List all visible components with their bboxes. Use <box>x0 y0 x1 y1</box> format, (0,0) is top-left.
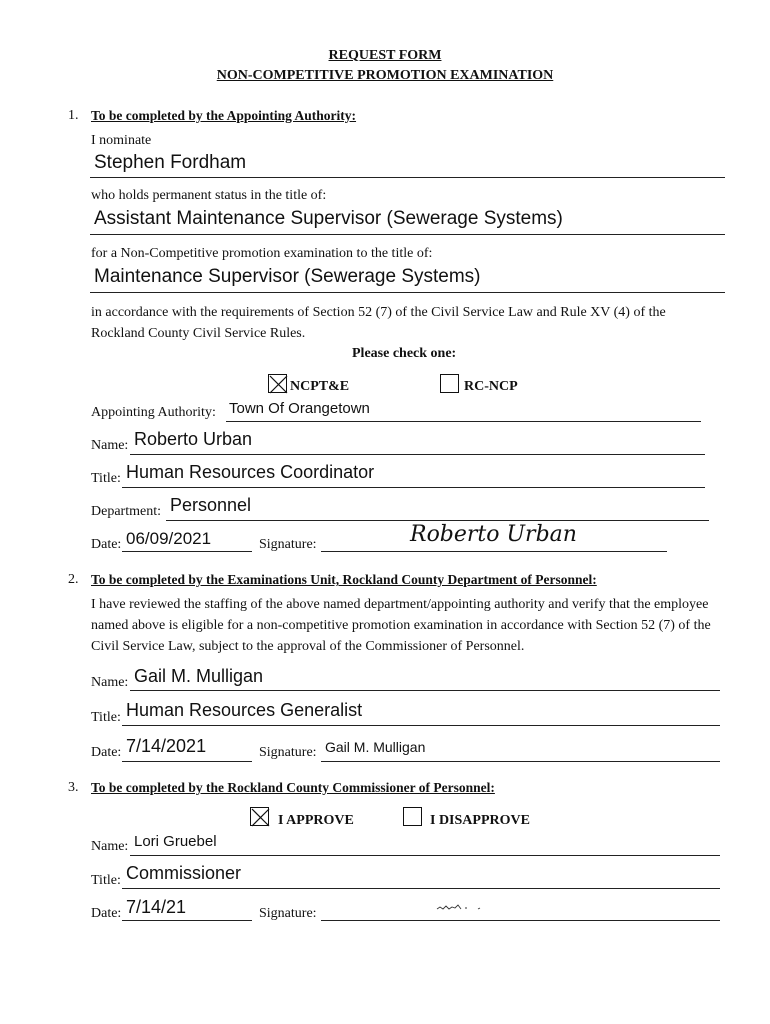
s1-date-underline <box>122 551 252 552</box>
s1-title-field[interactable]: Human Resources Coordinator <box>126 462 375 482</box>
s1-date-label: Date: <box>91 537 122 552</box>
s2-signature: Gail M. Mulligan <box>325 739 426 755</box>
holds-status-label: who holds permanent status in the title of: <box>91 188 327 203</box>
nominee-underline <box>90 177 725 178</box>
s1-name-underline <box>130 454 705 455</box>
review-text: I have reviewed the staffing of the above named department/appointing authority and verify that the employee named above is eligible for a non-competitive promotion examination in accordance with Section 52 (7) of the Civil Service Law, subject to the approval of the Commissioner of Personnel. <box>91 597 711 654</box>
s3-title-field[interactable]: Commissioner <box>126 863 242 883</box>
s2-name-label: Name: <box>91 675 129 690</box>
ncpte-label: NCPT&E <box>290 379 350 394</box>
department-label: Department: <box>91 504 161 519</box>
nominate-label: I nominate <box>91 133 152 148</box>
s1-title-underline <box>122 487 705 488</box>
authority-field[interactable]: Town Of Orangetown <box>229 400 370 417</box>
section-2-number: 2. <box>68 572 79 587</box>
disapprove-label: I DISAPPROVE <box>430 813 530 828</box>
s2-title-field[interactable]: Human Resources Generalist <box>126 700 363 720</box>
disapprove-checkbox[interactable] <box>403 807 422 826</box>
authority-underline <box>226 421 701 422</box>
s3-name-underline <box>130 855 720 856</box>
s2-date-underline <box>122 761 252 762</box>
promotion-title-underline <box>90 292 725 293</box>
ncpte-checkbox[interactable] <box>268 374 287 393</box>
checkbox-x-icon <box>269 375 288 394</box>
s3-date-underline <box>122 920 252 921</box>
s3-date-label: Date: <box>91 906 122 921</box>
current-title-underline <box>90 234 725 235</box>
rcncp-label: RC-NCP <box>464 379 518 394</box>
s2-name-field[interactable]: Gail M. Mulligan <box>134 666 264 686</box>
s3-signature-mark <box>436 902 482 912</box>
s2-title-label: Title: <box>91 710 121 725</box>
s3-title-label: Title: <box>91 873 121 888</box>
s3-date-field[interactable]: 7/14/21 <box>126 897 187 917</box>
s1-name-label: Name: <box>91 438 129 453</box>
checkbox-x-icon <box>251 808 270 827</box>
section-2-heading: To be completed by the Examinations Unit, Rockland County Department of Personnel: <box>91 572 597 587</box>
s2-date-label: Date: <box>91 745 122 760</box>
section-1-number: 1. <box>68 108 79 123</box>
s2-title-underline <box>122 725 720 726</box>
section-3-number: 3. <box>68 780 79 795</box>
s2-date-field[interactable]: 7/14/2021 <box>126 736 207 756</box>
section-1-heading: To be completed by the Appointing Authority: <box>91 108 357 123</box>
approve-checkbox[interactable] <box>250 807 269 826</box>
approve-label: I APPROVE <box>278 813 354 828</box>
s2-signature-label: Signature: <box>259 745 317 760</box>
form-title: REQUEST FORM <box>328 48 442 63</box>
department-underline <box>166 520 709 521</box>
promotion-title-field[interactable]: Maintenance Supervisor (Sewerage Systems) <box>94 266 481 287</box>
s1-date-field[interactable]: 06/09/2021 <box>126 529 212 548</box>
check-prompt: Please check one: <box>352 346 457 361</box>
s1-signature-label: Signature: <box>259 537 317 552</box>
rcncp-checkbox[interactable] <box>440 374 459 393</box>
s2-signature-underline <box>321 761 720 762</box>
form-subtitle: NON-COMPETITIVE PROMOTION EXAMINATION <box>216 68 554 83</box>
s3-name-label: Name: <box>91 839 129 854</box>
s3-signature-underline <box>321 920 720 921</box>
s3-name-field[interactable]: Lori Gruebel <box>134 833 217 850</box>
s3-title-underline <box>122 888 720 889</box>
s1-name-field[interactable]: Roberto Urban <box>134 429 253 449</box>
department-field[interactable]: Personnel <box>170 495 252 515</box>
promotion-label: for a Non-Competitive promotion examination to the title of: <box>91 246 433 261</box>
s1-signature: Roberto Urban <box>410 522 577 547</box>
s1-title-label: Title: <box>91 471 121 486</box>
s1-signature-underline <box>321 551 667 552</box>
s3-signature-label: Signature: <box>259 906 317 921</box>
authority-label: Appointing Authority: <box>91 405 216 420</box>
s2-name-underline <box>130 690 720 691</box>
section-3-heading: To be completed by the Rockland County Commissioner of Personnel: <box>91 780 495 795</box>
nominee-field[interactable]: Stephen Fordham <box>94 152 247 173</box>
current-title-field[interactable]: Assistant Maintenance Supervisor (Sewerage Systems) <box>94 208 563 229</box>
accordance-text: in accordance with the requirements of Section 52 (7) of the Civil Service Law and Rule XV (4) of the Rockland County Civil Service Rules. <box>91 305 666 341</box>
